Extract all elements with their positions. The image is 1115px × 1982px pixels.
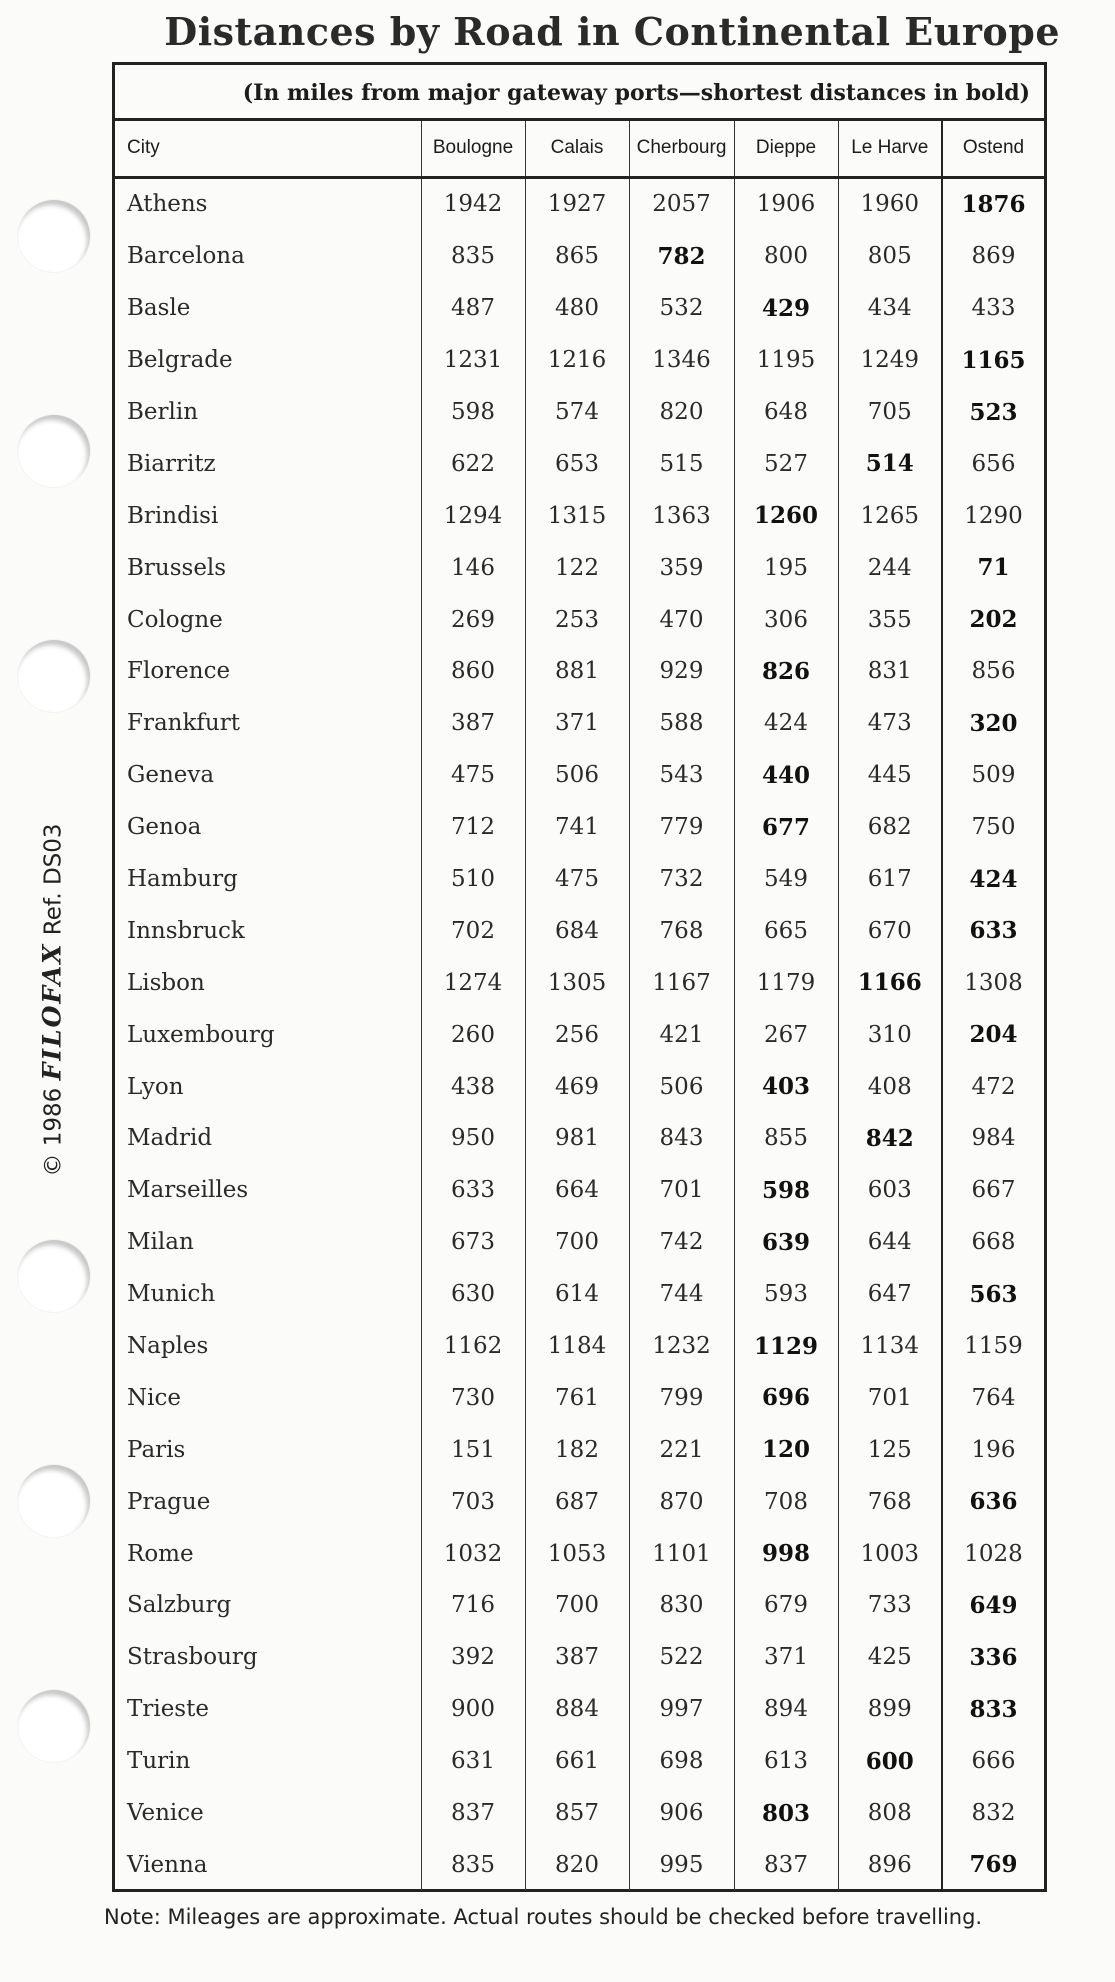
- distance-cell: 434: [838, 282, 942, 334]
- punch-hole: [18, 200, 90, 272]
- distance-cell: 433: [942, 282, 1044, 334]
- distance-cell: 870: [629, 1476, 734, 1528]
- distance-cell: 408: [838, 1061, 942, 1113]
- punch-hole: [18, 1690, 90, 1762]
- table-row: [115, 1268, 1044, 1320]
- table-row: [115, 1580, 1044, 1632]
- distance-cell: 1129: [734, 1320, 838, 1372]
- distance-cell: 768: [838, 1476, 942, 1528]
- table-row: [115, 1320, 1044, 1372]
- distance-cell: 698: [629, 1735, 734, 1787]
- distance-cell: 1346: [629, 334, 734, 386]
- distance-cell: 843: [629, 1113, 734, 1165]
- city-cell: Brindisi: [127, 502, 219, 529]
- table-row: [115, 853, 1044, 905]
- table-row: [115, 1528, 1044, 1580]
- distance-cell: 120: [734, 1424, 838, 1476]
- distance-cell: 664: [525, 1164, 629, 1216]
- city-cell: Basle: [127, 295, 191, 322]
- punch-hole: [18, 1465, 90, 1537]
- page-title: Distances by Road in Continental Europe: [164, 9, 1060, 54]
- distance-cell: 744: [629, 1268, 734, 1320]
- distance-cell: 673: [421, 1216, 525, 1268]
- city-cell: Frankfurt: [127, 710, 240, 737]
- distance-cell: 1290: [942, 490, 1044, 542]
- distance-cell: 470: [629, 594, 734, 646]
- distance-cell: 742: [629, 1216, 734, 1268]
- city-cell: Florence: [127, 658, 231, 685]
- distance-cell: 1028: [942, 1528, 1044, 1580]
- column-header: Le Harve: [838, 121, 942, 177]
- distance-cell: 1260: [734, 490, 838, 542]
- distance-cell: 700: [525, 1580, 629, 1632]
- distance-cell: 666: [942, 1735, 1044, 1787]
- table-row: [115, 490, 1044, 542]
- distance-cell: 779: [629, 801, 734, 853]
- city-cell: Paris: [127, 1436, 186, 1463]
- distance-cell: 424: [942, 853, 1044, 905]
- distance-cell: 1195: [734, 334, 838, 386]
- city-cell: Turin: [127, 1748, 191, 1775]
- distance-cell: 195: [734, 542, 838, 594]
- distance-cell: 984: [942, 1113, 1044, 1165]
- distance-cell: 1960: [838, 177, 942, 230]
- distance-cell: 1942: [421, 177, 525, 230]
- distance-cell: 769: [942, 1839, 1044, 1891]
- distance-cell: 630: [421, 1268, 525, 1320]
- city-cell: Lisbon: [127, 969, 205, 996]
- city-cell: Naples: [127, 1333, 209, 1360]
- footnote: Note: Mileages are approximate. Actual routes should be checked before travelling.: [104, 1905, 983, 1929]
- distance-cell: 320: [942, 697, 1044, 749]
- distance-cell: 598: [734, 1164, 838, 1216]
- distance-cell: 387: [421, 697, 525, 749]
- distance-cell: 122: [525, 542, 629, 594]
- distance-cell: 387: [525, 1631, 629, 1683]
- city-cell: Berlin: [127, 399, 199, 425]
- distance-cell: 677: [734, 801, 838, 853]
- distance-cell: 359: [629, 542, 734, 594]
- distance-cell: 151: [421, 1424, 525, 1476]
- distance-cell: 1003: [838, 1528, 942, 1580]
- distance-cell: 1165: [942, 334, 1044, 386]
- distance-cell: 716: [421, 1580, 525, 1632]
- distance-cell: 421: [629, 1009, 734, 1061]
- distance-cell: 196: [942, 1424, 1044, 1476]
- distance-cell: 549: [734, 853, 838, 905]
- distance-cell: 906: [629, 1787, 734, 1839]
- distance-cell: 204: [942, 1009, 1044, 1061]
- copyright-caption: [38, 760, 67, 1240]
- distance-cell: 355: [838, 594, 942, 646]
- distance-cell: 563: [942, 1268, 1044, 1320]
- distance-cell: 1906: [734, 177, 838, 230]
- distance-cell: 700: [525, 1216, 629, 1268]
- table-row: [115, 1216, 1044, 1268]
- city-cell: Geneva: [127, 762, 215, 789]
- distance-cell: 764: [942, 1372, 1044, 1424]
- brand-logo-text: FILOFAX: [37, 942, 67, 1081]
- city-cell: Venice: [127, 1800, 204, 1827]
- distance-cell: 1305: [525, 957, 629, 1009]
- copyright-year: © 1986: [40, 1087, 67, 1177]
- distance-cell: 761: [525, 1372, 629, 1424]
- distance-cell: 644: [838, 1216, 942, 1268]
- city-cell: Vienna: [127, 1851, 208, 1878]
- distance-cell: 256: [525, 1009, 629, 1061]
- column-header: City: [115, 121, 421, 177]
- distance-cell: 487: [421, 282, 525, 334]
- distance-cell: 670: [838, 905, 942, 957]
- distance-cell: 473: [838, 697, 942, 749]
- distance-cell: 1294: [421, 490, 525, 542]
- distance-cell: 833: [942, 1683, 1044, 1735]
- distance-cell: 480: [525, 282, 629, 334]
- distance-cell: 221: [629, 1424, 734, 1476]
- distance-cell: 515: [629, 438, 734, 490]
- column-header: Ostend: [942, 121, 1044, 177]
- distance-cell: 842: [838, 1113, 942, 1165]
- table-row: [115, 177, 1044, 230]
- distance-cell: 702: [421, 905, 525, 957]
- distance-cell: 425: [838, 1631, 942, 1683]
- distance-cell: 1308: [942, 957, 1044, 1009]
- table-row: [115, 386, 1044, 438]
- distance-cell: 622: [421, 438, 525, 490]
- city-cell: Barcelona: [127, 243, 245, 270]
- distance-cell: 995: [629, 1839, 734, 1891]
- reference-code: Ref. DS03: [40, 823, 67, 936]
- distance-cell: 1167: [629, 957, 734, 1009]
- city-cell: Genoa: [127, 814, 202, 841]
- city-cell: Hamburg: [127, 866, 238, 893]
- table-row: [115, 1839, 1044, 1891]
- distance-cell: 682: [838, 801, 942, 853]
- city-cell: Strasbourg: [127, 1644, 258, 1671]
- distance-cell: 900: [421, 1683, 525, 1735]
- distance-cell: 475: [525, 853, 629, 905]
- distance-cell: 732: [629, 853, 734, 905]
- table-row: [115, 230, 1044, 282]
- distance-cell: 588: [629, 697, 734, 749]
- distance-cell: 475: [421, 749, 525, 801]
- table-row: [115, 594, 1044, 646]
- distance-cell: 429: [734, 282, 838, 334]
- table-row: [115, 1476, 1044, 1528]
- distance-cell: 826: [734, 646, 838, 698]
- distance-cell: 835: [421, 1839, 525, 1891]
- distance-cell: 1265: [838, 490, 942, 542]
- distance-cell: 750: [942, 801, 1044, 853]
- table-row: [115, 1787, 1044, 1839]
- table-row: [115, 1009, 1044, 1061]
- distance-cell: 820: [629, 386, 734, 438]
- distance-cell: 639: [734, 1216, 838, 1268]
- distance-cell: 522: [629, 1631, 734, 1683]
- distance-cell: 884: [525, 1683, 629, 1735]
- distance-cell: 653: [525, 438, 629, 490]
- distance-cell: 1249: [838, 334, 942, 386]
- distance-cell: 1274: [421, 957, 525, 1009]
- distance-cell: 820: [525, 1839, 629, 1891]
- distance-cell: 830: [629, 1580, 734, 1632]
- table-row: [115, 1683, 1044, 1735]
- distance-cell: 865: [525, 230, 629, 282]
- distance-cell: 832: [942, 1787, 1044, 1839]
- table-row: [115, 542, 1044, 594]
- distance-table: [115, 121, 1044, 1891]
- distance-cell: 950: [421, 1113, 525, 1165]
- distance-cell: 649: [942, 1580, 1044, 1632]
- distance-cell: 1134: [838, 1320, 942, 1372]
- distance-cell: 831: [838, 646, 942, 698]
- distance-cell: 733: [838, 1580, 942, 1632]
- distance-cell: 696: [734, 1372, 838, 1424]
- punch-hole: [18, 1240, 90, 1312]
- distance-cell: 253: [525, 594, 629, 646]
- distance-cell: 598: [421, 386, 525, 438]
- table-row: [115, 801, 1044, 853]
- distance-cell: 267: [734, 1009, 838, 1061]
- city-cell: Prague: [127, 1488, 211, 1515]
- table-row: [115, 697, 1044, 749]
- distance-cell: 684: [525, 905, 629, 957]
- distance-cell: 705: [838, 386, 942, 438]
- distance-cell: 741: [525, 801, 629, 853]
- distance-cell: 1162: [421, 1320, 525, 1372]
- distance-cell: 1159: [942, 1320, 1044, 1372]
- distance-cell: 768: [629, 905, 734, 957]
- distance-cell: 881: [525, 646, 629, 698]
- column-header: Cherbourg: [629, 121, 734, 177]
- distance-cell: 687: [525, 1476, 629, 1528]
- city-cell: Milan: [127, 1229, 194, 1256]
- distance-cell: 1927: [525, 177, 629, 230]
- distance-cell: 998: [734, 1528, 838, 1580]
- city-cell: Innsbruck: [127, 917, 245, 944]
- table-row: [115, 1424, 1044, 1476]
- distance-cell: 1101: [629, 1528, 734, 1580]
- distance-cell: 860: [421, 646, 525, 698]
- city-cell: Marseilles: [127, 1177, 249, 1204]
- distance-cell: 1315: [525, 490, 629, 542]
- distance-cell: 1032: [421, 1528, 525, 1580]
- distance-cell: 1053: [525, 1528, 629, 1580]
- table-row: [115, 438, 1044, 490]
- table-row: [115, 646, 1044, 698]
- table-row: [115, 1061, 1044, 1113]
- distance-cell: 855: [734, 1113, 838, 1165]
- table-row: [115, 957, 1044, 1009]
- column-header: Calais: [525, 121, 629, 177]
- distance-cell: 600: [838, 1735, 942, 1787]
- distance-cell: 306: [734, 594, 838, 646]
- distance-cell: 260: [421, 1009, 525, 1061]
- city-cell: Rome: [127, 1540, 194, 1567]
- distance-cell: 896: [838, 1839, 942, 1891]
- distance-cell: 805: [838, 230, 942, 282]
- distance-cell: 665: [734, 905, 838, 957]
- distance-cell: 1232: [629, 1320, 734, 1372]
- distance-cell: 703: [421, 1476, 525, 1528]
- distance-cell: 1166: [838, 957, 942, 1009]
- distance-cell: 469: [525, 1061, 629, 1113]
- city-cell: Biarritz: [127, 450, 216, 477]
- table-row: [115, 1631, 1044, 1683]
- distance-cell: 146: [421, 542, 525, 594]
- distance-cell: 835: [421, 230, 525, 282]
- table-row: [115, 1735, 1044, 1787]
- table-row: [115, 1372, 1044, 1424]
- distance-cell: 125: [838, 1424, 942, 1476]
- distance-cell: 648: [734, 386, 838, 438]
- distance-cell: 593: [734, 1268, 838, 1320]
- distance-cell: 799: [629, 1372, 734, 1424]
- table-subtitle: (In miles from major gateway ports—shortest distances in bold): [115, 65, 1044, 121]
- distance-cell: 603: [838, 1164, 942, 1216]
- distance-cell: 730: [421, 1372, 525, 1424]
- distance-cell: 647: [838, 1268, 942, 1320]
- distance-cell: 202: [942, 594, 1044, 646]
- distance-cell: 1876: [942, 177, 1044, 230]
- distance-cell: 631: [421, 1735, 525, 1787]
- table-row: [115, 905, 1044, 957]
- distance-cell: 1184: [525, 1320, 629, 1372]
- distance-cell: 857: [525, 1787, 629, 1839]
- distance-cell: 667: [942, 1164, 1044, 1216]
- distance-cell: 514: [838, 438, 942, 490]
- distance-cell: 929: [629, 646, 734, 698]
- distance-cell: 506: [525, 749, 629, 801]
- distance-cell: 997: [629, 1683, 734, 1735]
- distance-cell: 392: [421, 1631, 525, 1683]
- column-header: Dieppe: [734, 121, 838, 177]
- distance-cell: 445: [838, 749, 942, 801]
- distance-cell: 782: [629, 230, 734, 282]
- distance-cell: 336: [942, 1631, 1044, 1683]
- city-cell: Trieste: [127, 1696, 209, 1723]
- distance-cell: 803: [734, 1787, 838, 1839]
- distance-cell: 523: [942, 386, 1044, 438]
- distance-cell: 701: [838, 1372, 942, 1424]
- distance-cell: 679: [734, 1580, 838, 1632]
- distance-cell: 668: [942, 1216, 1044, 1268]
- distance-cell: 506: [629, 1061, 734, 1113]
- distance-cell: 712: [421, 801, 525, 853]
- distance-cell: 472: [942, 1061, 1044, 1113]
- city-cell: Belgrade: [127, 347, 233, 374]
- city-cell: Athens: [127, 191, 208, 218]
- city-cell: Salzburg: [127, 1592, 232, 1619]
- city-cell: Madrid: [127, 1125, 213, 1152]
- column-header: Boulogne: [421, 121, 525, 177]
- punch-hole: [18, 415, 90, 487]
- distance-cell: 837: [734, 1839, 838, 1891]
- distance-cell: 532: [629, 282, 734, 334]
- distance-cell: 708: [734, 1476, 838, 1528]
- distance-cell: 981: [525, 1113, 629, 1165]
- distance-cell: 1216: [525, 334, 629, 386]
- distance-cell: 633: [942, 905, 1044, 957]
- distance-cell: 2057: [629, 177, 734, 230]
- distance-table-frame: [112, 62, 1047, 1892]
- distance-cell: 614: [525, 1268, 629, 1320]
- distance-cell: 661: [525, 1735, 629, 1787]
- distance-cell: 869: [942, 230, 1044, 282]
- distance-cell: 894: [734, 1683, 838, 1735]
- distance-cell: 701: [629, 1164, 734, 1216]
- distance-cell: 509: [942, 749, 1044, 801]
- distance-cell: 440: [734, 749, 838, 801]
- punch-hole: [18, 640, 90, 712]
- city-cell: Brussels: [127, 554, 227, 581]
- city-cell: Munich: [127, 1281, 216, 1308]
- distance-cell: 527: [734, 438, 838, 490]
- distance-cell: 574: [525, 386, 629, 438]
- table-row: [115, 1164, 1044, 1216]
- distance-cell: 1179: [734, 957, 838, 1009]
- distance-cell: 438: [421, 1061, 525, 1113]
- city-cell: Lyon: [127, 1073, 184, 1100]
- distance-cell: 856: [942, 646, 1044, 698]
- distance-cell: 636: [942, 1476, 1044, 1528]
- distance-cell: 613: [734, 1735, 838, 1787]
- city-cell: Nice: [127, 1384, 181, 1411]
- table-header-row: [115, 121, 1044, 177]
- table-row: [115, 1113, 1044, 1165]
- distance-cell: 244: [838, 542, 942, 594]
- distance-cell: 808: [838, 1787, 942, 1839]
- table-row: [115, 749, 1044, 801]
- distance-cell: 424: [734, 697, 838, 749]
- distance-cell: 182: [525, 1424, 629, 1476]
- distance-cell: 71: [942, 542, 1044, 594]
- table-body: [115, 177, 1044, 1891]
- distance-cell: 800: [734, 230, 838, 282]
- distance-cell: 633: [421, 1164, 525, 1216]
- table-row: [115, 282, 1044, 334]
- distance-cell: 837: [421, 1787, 525, 1839]
- distance-cell: 543: [629, 749, 734, 801]
- city-cell: Luxembourg: [127, 1021, 275, 1048]
- distance-cell: 1231: [421, 334, 525, 386]
- distance-cell: 899: [838, 1683, 942, 1735]
- distance-cell: 656: [942, 438, 1044, 490]
- distance-cell: 1363: [629, 490, 734, 542]
- table-row: [115, 334, 1044, 386]
- distance-cell: 403: [734, 1061, 838, 1113]
- distance-cell: 510: [421, 853, 525, 905]
- distance-cell: 269: [421, 594, 525, 646]
- distance-cell: 371: [734, 1631, 838, 1683]
- distance-cell: 310: [838, 1009, 942, 1061]
- distance-cell: 371: [525, 697, 629, 749]
- distance-cell: 617: [838, 853, 942, 905]
- city-cell: Cologne: [127, 606, 223, 633]
